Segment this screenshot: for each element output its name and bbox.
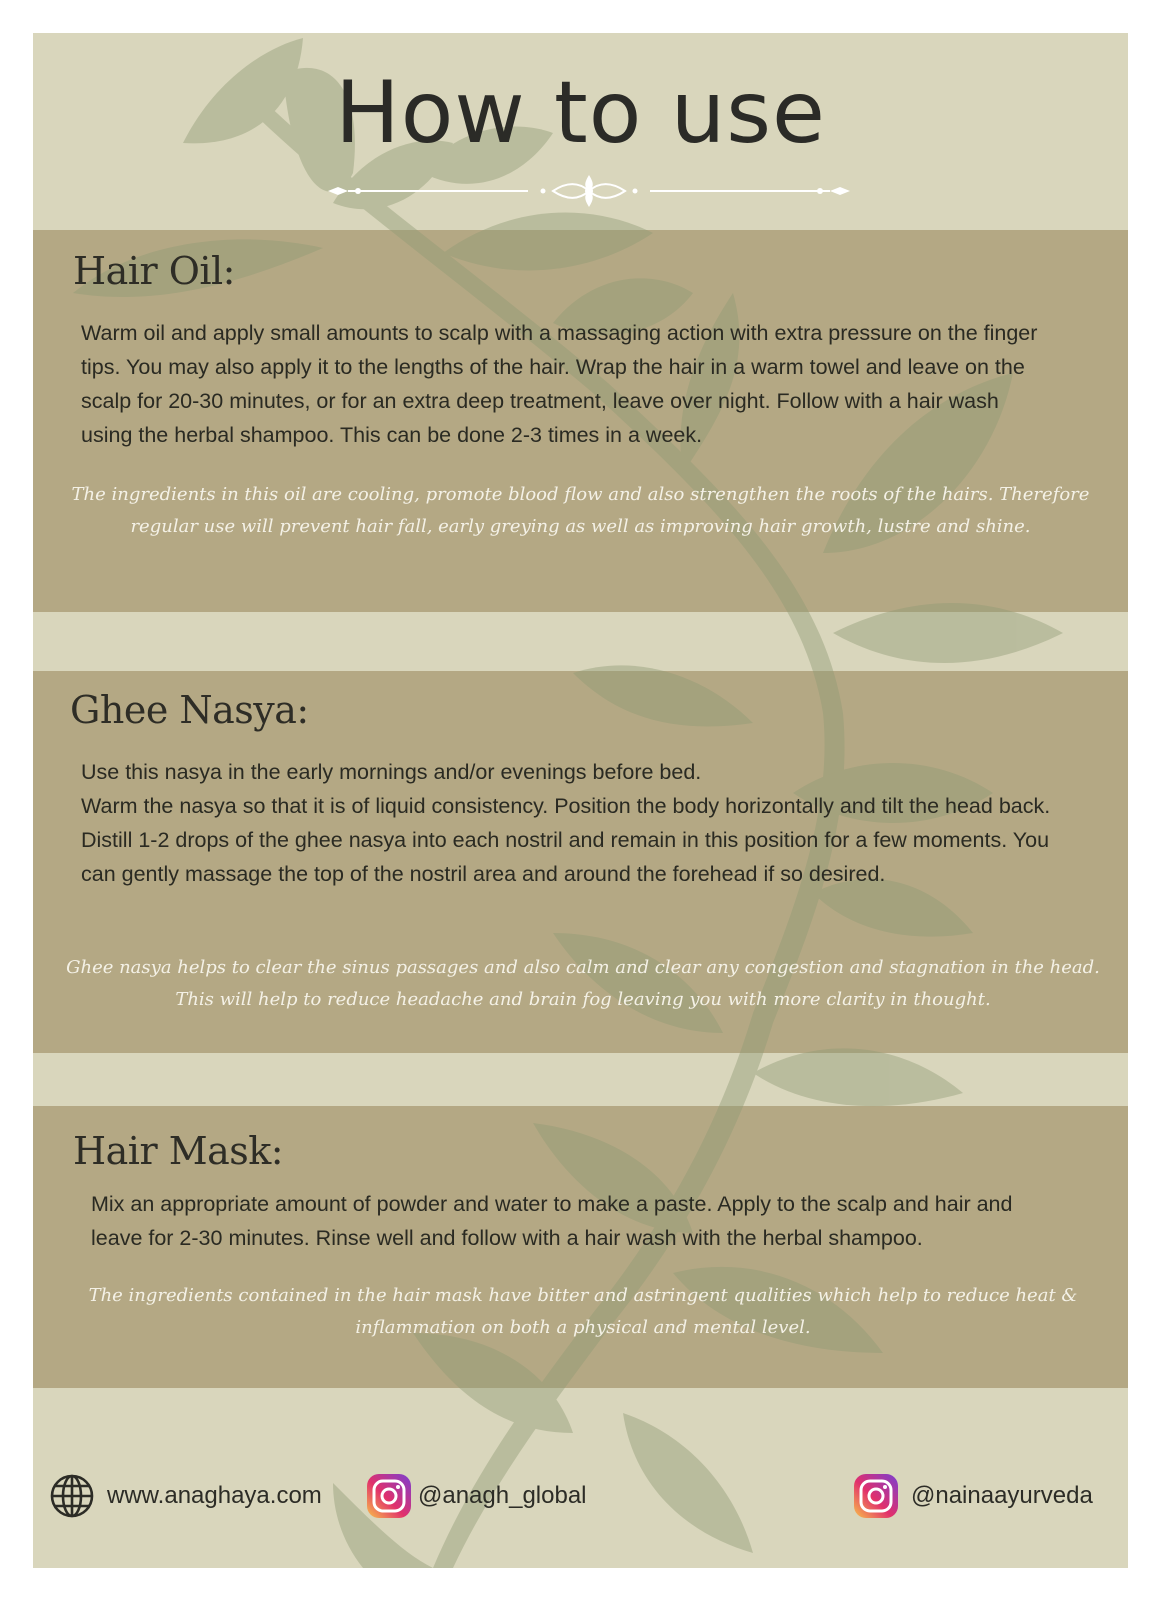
hair-mask-benefits: The ingredients contained in the hair mask have bitter and astringent qualities which help to reduce heat & inflammation on both a physical and mental level. <box>88 1285 1078 1338</box>
hair-oil-instructions: Warm oil and apply small amounts to scalp with a massaging action with extra pressure on the finger tips. You may also apply it to the lengths of the hair. Wrap the hair in a warm towel and leave on the scalp for 20-30 minutes, or for an extra deep treatment, leave over night. Follow with a hair wash using the herbal shampoo. This can be done 2-3 times in a week. <box>81 321 1038 447</box>
hair-mask-heading: Hair Mask: <box>73 1129 284 1173</box>
ghee-nasya-heading: Ghee Nasya: <box>70 688 309 732</box>
hair-mask-instructions: Mix an appropriate amount of powder and water to make a paste. Apply to the scalp and hair and leave for 2-30 minutes. Rinse well and follow with a hair wash with the herbal shampoo. <box>91 1192 1013 1250</box>
globe-icon <box>49 1473 95 1519</box>
hair-oil-benefits: The ingredients in this oil are cooling, promote blood flow and also strengthen the roots of the hairs. Therefore regular use will prevent hair fall, early greying as well as improving hair growth, lustre and shine. <box>71 484 1090 537</box>
instagram-naina-link[interactable] <box>853 1471 1093 1521</box>
hair-oil-heading: Hair Oil: <box>73 249 235 293</box>
ghee-nasya-instructions: Use this nasya in the early mornings and/or evenings before bed. Warm the nasya so that it is of liquid consistency. Position the body horizontally and tilt the head back. Distill 1-2 drops of the ghee nasya into each nostril and remain in this position for a few moments. You can gently massage the top of the nostril area and around the forehead if so desired. <box>81 760 1051 886</box>
instagram-icon <box>853 1473 899 1519</box>
instagram-icon <box>366 1473 412 1519</box>
website-link[interactable] <box>49 1471 322 1521</box>
ornamental-divider <box>328 173 850 209</box>
instagram-anagh-link[interactable] <box>366 1471 587 1521</box>
page-title: How to use <box>335 63 826 163</box>
instagram-anagh-text: @anagh_global <box>418 1482 587 1509</box>
website-text: www.anaghaya.com <box>107 1482 322 1509</box>
ghee-nasya-benefits: Ghee nasya helps to clear the sinus passages and also calm and clear any congestion and stagnation in the head. This will help to reduce headache and brain fog leaving you with more clarity in thought. <box>66 957 1100 1010</box>
instagram-naina-text: @nainaayurveda <box>911 1482 1093 1509</box>
poster <box>33 33 1128 1568</box>
